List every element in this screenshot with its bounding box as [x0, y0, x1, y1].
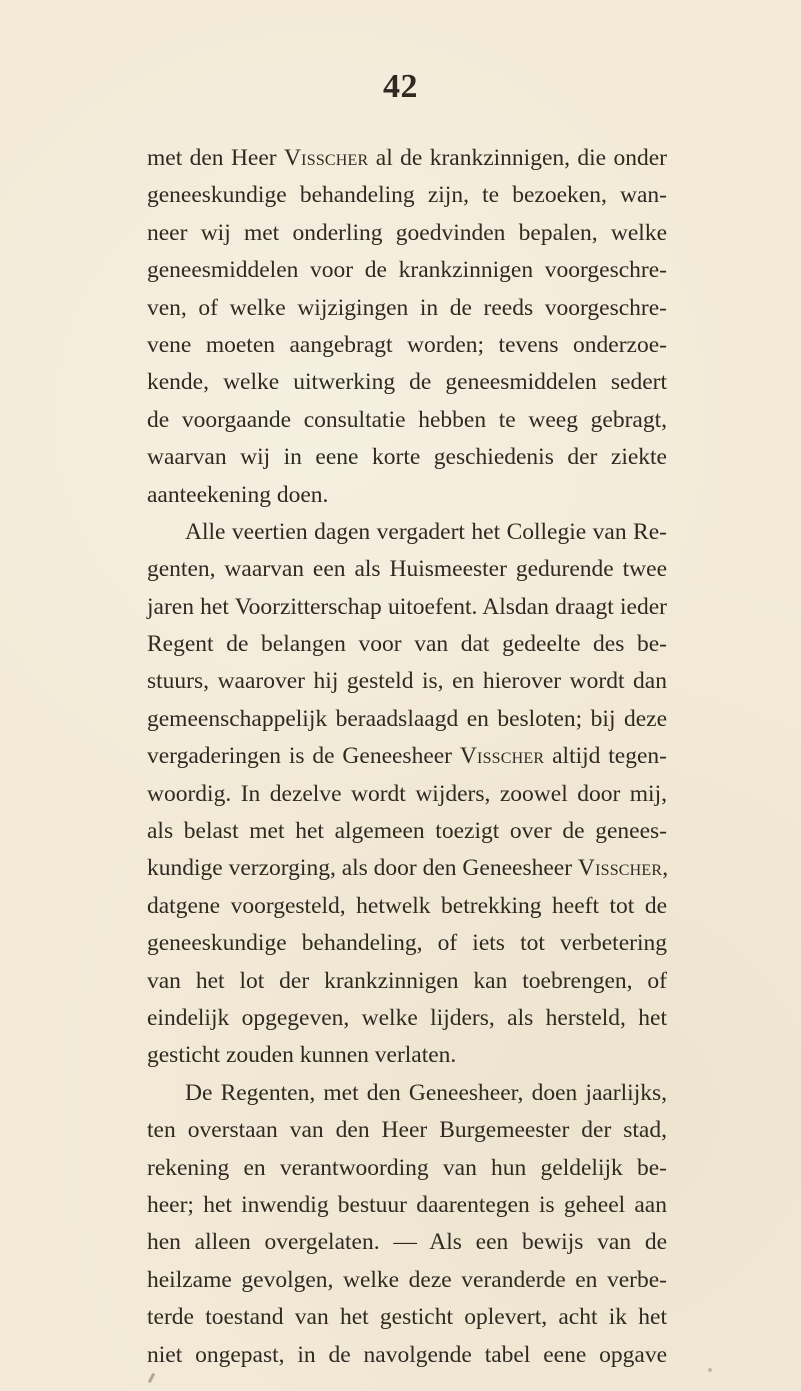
text-fragment: ,: [662, 855, 669, 882]
name-smallcaps: Visscher: [284, 145, 369, 171]
text-line: [147, 327, 667, 364]
text-line: [147, 177, 667, 214]
text-fragment: geneeskundige behandeling, of iets tot verbetering: [147, 930, 667, 957]
text-fragment: ten overstaan van den Heer Burgemeester der stad,: [147, 1117, 667, 1144]
text-fragment: De Regenten, met den Geneesheer, doen jaarlijks,: [185, 1079, 667, 1106]
text-line: [147, 439, 667, 476]
text-fragment: heer; het inwendig bestuur daarentegen is geheel aan: [147, 1191, 667, 1218]
paper-mark: [148, 1373, 155, 1383]
text-line: [147, 626, 667, 663]
text-line: [147, 514, 667, 551]
text-line: [147, 252, 667, 289]
text-line: [147, 925, 667, 962]
text-fragment: eindelijk opgegeven, welke lijders, als hersteld, het: [147, 1004, 667, 1031]
text-fragment: datgene voorgesteld, hetwelk betrekking heeft tot de: [147, 892, 667, 919]
text-fragment: met den Heer: [147, 145, 285, 171]
name-smallcaps: Visscher: [459, 743, 545, 770]
text-line: [147, 1150, 667, 1187]
text-line: [147, 1224, 667, 1261]
text-line: [147, 1112, 667, 1149]
text-fragment: rekening en verantwoording van hun geldelijk be-: [147, 1154, 667, 1181]
text-fragment: vene moeten aangebragt worden; tevens onderzoe-: [147, 331, 667, 358]
text-line: [147, 813, 667, 850]
text-line: [147, 963, 667, 1000]
text-fragment: geneesmiddelen voor de krankzinnigen voorgeschre-: [147, 257, 667, 284]
text-fragment: neer wij met onderling goedvinden bepalen, welke: [147, 219, 667, 246]
text-fragment: kundige verzorging, als door den Geneesheer: [147, 855, 578, 882]
text-line: [147, 850, 667, 887]
text-line: [147, 477, 667, 514]
page-number: 42: [383, 68, 418, 105]
text-line: [147, 776, 667, 813]
text-line: [147, 1262, 667, 1299]
text-line: [147, 1075, 667, 1112]
text-fragment: kende, welke uitwerking de geneesmiddelen sedert: [147, 369, 667, 396]
text-line: [147, 402, 667, 439]
text-line: [147, 888, 667, 925]
text-fragment: Alle veertien dagen vergadert het Collegie van Re-: [185, 518, 667, 545]
text-fragment: gemeenschappelijk beraadslaagd en besloten; bij deze: [147, 705, 667, 732]
text-fragment: hen alleen overgelaten. — Als een bewijs van de: [147, 1229, 667, 1256]
text-fragment: waarvan wij in eene korte geschiedenis der ziekte: [147, 444, 667, 471]
text-line: [147, 1299, 667, 1336]
text-line: [147, 140, 667, 177]
text-line: [147, 215, 667, 252]
text-fragment: genten, waarvan een als Huismeester gedurende twee: [147, 556, 667, 583]
text-fragment: gesticht zouden kunnen verlaten.: [147, 1042, 457, 1069]
text-fragment: als belast met het algemeen toezigt over de genees-: [147, 818, 667, 845]
text-line: [147, 364, 667, 401]
text-fragment: aanteekening doen.: [147, 481, 329, 508]
body-text: [147, 140, 667, 1374]
paper-speck: [708, 1368, 712, 1372]
text-fragment: heilzame gevolgen, welke deze veranderde en verbe-: [147, 1266, 667, 1293]
text-fragment: jaren het Voorzitterschap uitoefent. Alsdan draagt ieder: [147, 593, 667, 620]
name-smallcaps: Visscher: [577, 855, 663, 882]
text-line: [147, 290, 667, 327]
text-line: [147, 1037, 667, 1074]
text-line: [147, 1337, 667, 1374]
text-fragment: de voorgaande consultatie hebben te weeg gebragt,: [147, 406, 667, 433]
text-fragment: ven, of welke wijzigingen in de reeds voorgeschre-: [147, 294, 667, 321]
text-line: [147, 663, 667, 700]
text-line: [147, 738, 667, 775]
text-fragment: van het lot der krankzinnigen kan toebrengen, of: [147, 967, 667, 994]
text-fragment: Regent de belangen voor van dat gedeelte des be-: [147, 631, 667, 658]
text-fragment: vergaderingen is de Geneesheer: [147, 743, 460, 770]
text-fragment: woordig. In dezelve wordt wijders, zoowel door mij,: [147, 780, 667, 807]
text-fragment: altijd tegen-: [544, 743, 667, 770]
text-fragment: stuurs, waarover hij gesteld is, en hierover wordt dan: [147, 668, 667, 695]
text-fragment: terde toestand van het gesticht oplevert, acht ik het: [147, 1304, 667, 1331]
text-fragment: niet ongepast, in de navolgende tabel eene opgave: [147, 1341, 667, 1368]
text-fragment: geneeskundige behandeling zijn, te bezoeken, wan-: [147, 182, 667, 209]
text-fragment: al de krankzinnigen, die onder: [368, 145, 668, 171]
text-line: [147, 1000, 667, 1037]
text-line: [147, 1187, 667, 1224]
text-line: [147, 551, 667, 588]
text-line: [147, 589, 667, 626]
text-line: [147, 701, 667, 738]
